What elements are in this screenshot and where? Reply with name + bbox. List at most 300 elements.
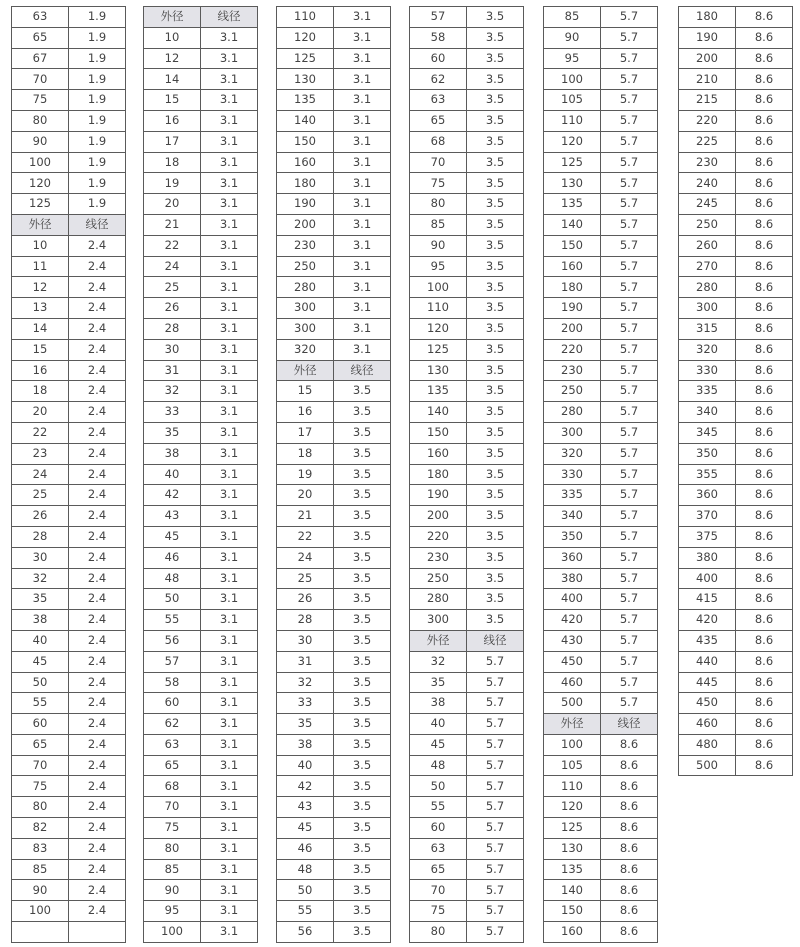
table-row — [277, 111, 391, 132]
outer-diameter-cell: 63 — [410, 839, 467, 859]
outer-diameter-cell: 33 — [144, 402, 201, 422]
table-row — [679, 673, 793, 694]
table-row — [410, 111, 524, 132]
outer-diameter-cell: 55 — [277, 901, 334, 921]
table-row — [410, 860, 524, 881]
table-row — [544, 277, 658, 298]
wire-diameter-cell: 3.1 — [201, 860, 258, 880]
outer-diameter-cell: 45 — [12, 652, 69, 672]
table-row — [144, 236, 258, 257]
table-row — [144, 361, 258, 382]
table-row — [679, 485, 793, 506]
outer-diameter-cell: 140 — [410, 402, 467, 422]
wire-diameter-cell: 8.6 — [736, 714, 793, 734]
wire-diameter-cell: 5.7 — [467, 901, 524, 921]
wire-diameter-cell: 3.5 — [467, 485, 524, 505]
outer-diameter-cell: 150 — [544, 236, 601, 256]
table-row — [679, 423, 793, 444]
wire-diameter-cell: 3.5 — [334, 901, 391, 921]
table-row — [277, 589, 391, 610]
outer-diameter-cell: 130 — [544, 173, 601, 193]
outer-diameter-cell: 280 — [544, 402, 601, 422]
table-row — [12, 776, 126, 797]
wire-diameter-cell: 8.6 — [736, 423, 793, 443]
table-row — [12, 49, 126, 70]
wire-diameter-cell: 3.5 — [467, 257, 524, 277]
wire-diameter-cell: 2.4 — [69, 506, 126, 526]
outer-diameter-cell: 57 — [410, 7, 467, 27]
header-outer-diameter: 外径 — [144, 7, 201, 27]
outer-diameter-cell: 12 — [144, 49, 201, 69]
outer-diameter-cell: 320 — [277, 340, 334, 360]
table-row — [144, 693, 258, 714]
wire-diameter-cell: 3.5 — [334, 527, 391, 547]
outer-diameter-cell: 315 — [679, 319, 736, 339]
table-row — [12, 465, 126, 486]
table-row — [544, 465, 658, 486]
wire-diameter-cell: 3.5 — [334, 818, 391, 838]
wire-diameter-cell: 3.5 — [467, 69, 524, 89]
outer-diameter-cell: 46 — [144, 548, 201, 568]
outer-diameter-cell: 120 — [410, 319, 467, 339]
outer-diameter-cell: 40 — [410, 714, 467, 734]
wire-diameter-cell: 2.4 — [69, 880, 126, 900]
outer-diameter-cell: 15 — [277, 381, 334, 401]
outer-diameter-cell: 160 — [277, 153, 334, 173]
wire-diameter-cell: 8.6 — [736, 7, 793, 27]
table-row — [277, 423, 391, 444]
wire-diameter-cell: 3.1 — [201, 402, 258, 422]
wire-diameter-cell: 1.9 — [69, 69, 126, 89]
outer-diameter-cell: 60 — [144, 693, 201, 713]
header-wire-diameter: 线径 — [467, 631, 524, 651]
outer-diameter-cell: 280 — [679, 277, 736, 297]
outer-diameter-cell: 28 — [277, 610, 334, 630]
wire-diameter-cell: 3.5 — [334, 922, 391, 942]
table-row — [410, 465, 524, 486]
outer-diameter-cell: 230 — [410, 548, 467, 568]
outer-diameter-cell: 24 — [144, 257, 201, 277]
table-row — [12, 361, 126, 382]
wire-diameter-cell: 8.6 — [736, 652, 793, 672]
table-row — [679, 506, 793, 527]
outer-diameter-cell: 180 — [679, 7, 736, 27]
outer-diameter-cell: 22 — [12, 423, 69, 443]
wire-diameter-cell: 3.1 — [201, 548, 258, 568]
header-outer-diameter: 外径 — [12, 215, 69, 235]
outer-diameter-cell: 50 — [277, 880, 334, 900]
table-row — [277, 132, 391, 153]
outer-diameter-cell: 370 — [679, 506, 736, 526]
outer-diameter-cell: 160 — [410, 444, 467, 464]
wire-diameter-cell: 3.5 — [467, 361, 524, 381]
wire-diameter-cell: 2.4 — [69, 381, 126, 401]
outer-diameter-cell: 22 — [277, 527, 334, 547]
wire-diameter-cell: 3.5 — [334, 714, 391, 734]
wire-diameter-cell: 3.5 — [334, 735, 391, 755]
wire-diameter-cell: 1.9 — [69, 28, 126, 48]
table-row — [277, 485, 391, 506]
wire-diameter-cell: 3.5 — [467, 610, 524, 630]
table-row — [12, 860, 126, 881]
outer-diameter-cell: 150 — [410, 423, 467, 443]
outer-diameter-cell: 35 — [410, 673, 467, 693]
wire-diameter-cell: 8.6 — [736, 444, 793, 464]
wire-diameter-cell: 3.1 — [334, 28, 391, 48]
wire-diameter-cell: 5.7 — [601, 132, 658, 152]
table-row — [544, 880, 658, 901]
wire-diameter-cell: 3.5 — [467, 527, 524, 547]
outer-diameter-cell: 60 — [12, 714, 69, 734]
table-row — [144, 922, 258, 943]
wire-diameter-cell: 3.5 — [467, 298, 524, 318]
table-row — [679, 340, 793, 361]
table-row — [410, 673, 524, 694]
table-row — [277, 298, 391, 319]
outer-diameter-cell: 225 — [679, 132, 736, 152]
outer-diameter-cell: 25 — [12, 485, 69, 505]
outer-diameter-cell: 415 — [679, 589, 736, 609]
wire-diameter-cell: 5.7 — [601, 444, 658, 464]
table-row — [679, 693, 793, 714]
outer-diameter-cell: 335 — [679, 381, 736, 401]
outer-diameter-cell: 85 — [12, 860, 69, 880]
wire-diameter-cell: 5.7 — [601, 340, 658, 360]
outer-diameter-cell: 335 — [544, 485, 601, 505]
table-column-5 — [543, 6, 658, 943]
table-row — [12, 173, 126, 194]
outer-diameter-cell: 400 — [544, 589, 601, 609]
table-row — [277, 673, 391, 694]
wire-diameter-cell: 3.5 — [467, 465, 524, 485]
outer-diameter-cell: 120 — [544, 132, 601, 152]
table-row — [410, 901, 524, 922]
wire-diameter-cell: 3.1 — [334, 132, 391, 152]
wire-diameter-cell: 5.7 — [601, 236, 658, 256]
outer-diameter-cell: 220 — [410, 527, 467, 547]
table-row — [544, 735, 658, 756]
table-row — [544, 90, 658, 111]
wire-diameter-cell: 8.6 — [736, 506, 793, 526]
wire-diameter-cell: 8.6 — [736, 277, 793, 297]
table-row — [277, 569, 391, 590]
wire-diameter-cell: 1.9 — [69, 132, 126, 152]
outer-diameter-cell: 200 — [277, 215, 334, 235]
header-row — [144, 7, 258, 28]
wire-diameter-cell: 3.5 — [334, 506, 391, 526]
table-row — [410, 797, 524, 818]
outer-diameter-cell: 19 — [277, 465, 334, 485]
table-row — [679, 465, 793, 486]
wire-diameter-cell: 8.6 — [736, 589, 793, 609]
outer-diameter-cell: 330 — [544, 465, 601, 485]
table-row — [410, 132, 524, 153]
wire-diameter-cell: 1.9 — [69, 90, 126, 110]
outer-diameter-cell: 32 — [410, 652, 467, 672]
table-row — [277, 631, 391, 652]
outer-diameter-cell: 55 — [144, 610, 201, 630]
wire-diameter-cell: 8.6 — [736, 153, 793, 173]
table-row — [410, 194, 524, 215]
wire-diameter-cell: 8.6 — [736, 90, 793, 110]
table-row — [277, 194, 391, 215]
outer-diameter-cell: 35 — [12, 589, 69, 609]
wire-diameter-cell: 8.6 — [736, 28, 793, 48]
header-row — [544, 714, 658, 735]
outer-diameter-cell: 130 — [544, 839, 601, 859]
table-row — [544, 922, 658, 943]
outer-diameter-cell: 480 — [679, 735, 736, 755]
wire-diameter-cell: 8.6 — [736, 631, 793, 651]
table-row — [277, 340, 391, 361]
wire-diameter-cell: 3.1 — [201, 610, 258, 630]
wire-diameter-cell: 3.1 — [334, 236, 391, 256]
outer-diameter-cell: 43 — [144, 506, 201, 526]
table-row — [277, 714, 391, 735]
outer-diameter-cell: 400 — [679, 569, 736, 589]
table-row — [410, 69, 524, 90]
wire-diameter-cell: 3.1 — [201, 381, 258, 401]
wire-diameter-cell: 8.6 — [736, 527, 793, 547]
outer-diameter-cell: 45 — [410, 735, 467, 755]
outer-diameter-cell: 55 — [12, 693, 69, 713]
outer-diameter-cell: 110 — [277, 7, 334, 27]
outer-diameter-cell: 62 — [410, 69, 467, 89]
table-row — [277, 319, 391, 340]
wire-diameter-cell: 3.1 — [201, 298, 258, 318]
table-row — [410, 423, 524, 444]
wire-diameter-cell: 3.5 — [467, 215, 524, 235]
wire-diameter-cell: 2.4 — [69, 527, 126, 547]
table-row — [12, 756, 126, 777]
outer-diameter-cell: 15 — [144, 90, 201, 110]
wire-diameter-cell: 3.5 — [334, 381, 391, 401]
outer-diameter-cell: 135 — [277, 90, 334, 110]
wire-diameter-cell: 2.4 — [69, 693, 126, 713]
outer-diameter-cell: 46 — [277, 839, 334, 859]
wire-diameter-cell: 2.4 — [69, 652, 126, 672]
table-row — [679, 132, 793, 153]
table-row — [544, 49, 658, 70]
outer-diameter-cell: 125 — [410, 340, 467, 360]
table-row — [144, 506, 258, 527]
table-row — [410, 589, 524, 610]
wire-diameter-cell: 5.7 — [601, 319, 658, 339]
table-row — [144, 548, 258, 569]
outer-diameter-cell: 420 — [544, 610, 601, 630]
outer-diameter-cell: 21 — [144, 215, 201, 235]
outer-diameter-cell: 17 — [144, 132, 201, 152]
outer-diameter-cell: 230 — [277, 236, 334, 256]
table-row — [544, 423, 658, 444]
wire-diameter-cell: 8.6 — [601, 756, 658, 776]
wire-diameter-cell: 5.7 — [601, 485, 658, 505]
table-row — [277, 880, 391, 901]
table-row — [12, 548, 126, 569]
table-row — [679, 569, 793, 590]
table-row — [410, 215, 524, 236]
wire-diameter-cell: 1.9 — [69, 194, 126, 214]
wire-diameter-cell: 3.1 — [201, 236, 258, 256]
wire-diameter-cell: 2.4 — [69, 423, 126, 443]
table-row — [277, 236, 391, 257]
outer-diameter-cell: 82 — [12, 818, 69, 838]
table-row — [12, 485, 126, 506]
outer-diameter-cell: 14 — [144, 69, 201, 89]
outer-diameter-cell: 140 — [544, 880, 601, 900]
wire-diameter-cell: 3.1 — [201, 693, 258, 713]
wire-diameter-cell: 3.1 — [201, 361, 258, 381]
outer-diameter-cell: 32 — [144, 381, 201, 401]
wire-diameter-cell: 3.1 — [201, 111, 258, 131]
table-row — [679, 402, 793, 423]
table-row — [544, 381, 658, 402]
table-row — [12, 111, 126, 132]
table-row — [144, 485, 258, 506]
table-row — [410, 49, 524, 70]
outer-diameter-cell: 42 — [144, 485, 201, 505]
outer-diameter-cell: 80 — [12, 797, 69, 817]
outer-diameter-cell: 58 — [410, 28, 467, 48]
outer-diameter-cell: 450 — [544, 652, 601, 672]
outer-diameter-cell: 230 — [544, 361, 601, 381]
table-row — [144, 28, 258, 49]
table-row — [679, 735, 793, 756]
wire-diameter-cell: 5.7 — [467, 652, 524, 672]
wire-diameter-cell: 3.5 — [467, 49, 524, 69]
table-row — [410, 257, 524, 278]
outer-diameter-cell: 62 — [144, 714, 201, 734]
outer-diameter-cell: 360 — [679, 485, 736, 505]
outer-diameter-cell: 280 — [410, 589, 467, 609]
table-row — [544, 7, 658, 28]
header-outer-diameter: 外径 — [277, 361, 334, 381]
table-row — [12, 69, 126, 90]
outer-diameter-cell: 100 — [544, 735, 601, 755]
table-row — [544, 776, 658, 797]
table-row — [410, 485, 524, 506]
outer-diameter-cell: 65 — [12, 735, 69, 755]
outer-diameter-cell: 420 — [679, 610, 736, 630]
table-row — [410, 444, 524, 465]
wire-diameter-cell: 5.7 — [601, 381, 658, 401]
outer-diameter-cell: 60 — [410, 818, 467, 838]
table-row — [144, 90, 258, 111]
table-row — [277, 860, 391, 881]
wire-diameter-cell: 2.4 — [69, 776, 126, 796]
outer-diameter-cell: 180 — [277, 173, 334, 193]
table-row — [144, 402, 258, 423]
outer-diameter-cell: 260 — [679, 236, 736, 256]
outer-diameter-cell: 90 — [410, 236, 467, 256]
table-row — [277, 548, 391, 569]
outer-diameter-cell: 120 — [277, 28, 334, 48]
table-row — [144, 735, 258, 756]
table-row — [144, 527, 258, 548]
table-row — [12, 735, 126, 756]
outer-diameter-cell: 250 — [410, 569, 467, 589]
table-row — [679, 381, 793, 402]
outer-diameter-cell: 140 — [544, 215, 601, 235]
wire-diameter-cell: 3.5 — [334, 693, 391, 713]
table-row — [679, 111, 793, 132]
table-row — [544, 236, 658, 257]
wire-diameter-cell: 8.6 — [736, 340, 793, 360]
outer-diameter-cell: 48 — [410, 756, 467, 776]
outer-diameter-cell: 18 — [12, 381, 69, 401]
wire-diameter-cell: 5.7 — [601, 69, 658, 89]
table-row — [410, 381, 524, 402]
outer-diameter-cell: 120 — [12, 173, 69, 193]
table-row — [144, 49, 258, 70]
table-row — [410, 548, 524, 569]
wire-diameter-cell: 5.7 — [467, 880, 524, 900]
table-row — [12, 506, 126, 527]
wire-diameter-cell: 8.6 — [601, 818, 658, 838]
table-row — [277, 901, 391, 922]
wire-diameter-cell: 3.1 — [201, 28, 258, 48]
table-row — [544, 111, 658, 132]
table-row — [544, 693, 658, 714]
wire-diameter-cell: 3.5 — [334, 880, 391, 900]
table-row — [544, 901, 658, 922]
table-row — [544, 485, 658, 506]
wire-diameter-cell: 3.1 — [201, 319, 258, 339]
table-row — [679, 756, 793, 777]
outer-diameter-cell: 430 — [544, 631, 601, 651]
table-row — [679, 90, 793, 111]
wire-diameter-cell: 2.4 — [69, 860, 126, 880]
wire-diameter-cell: 5.7 — [467, 818, 524, 838]
table-row — [277, 527, 391, 548]
wire-diameter-cell: 5.7 — [601, 257, 658, 277]
wire-diameter-cell: 2.4 — [69, 901, 126, 921]
wire-diameter-cell: 3.1 — [201, 69, 258, 89]
wire-diameter-cell: 5.7 — [467, 860, 524, 880]
outer-diameter-cell: 63 — [12, 7, 69, 27]
wire-diameter-cell: 2.4 — [69, 610, 126, 630]
outer-diameter-cell: 355 — [679, 465, 736, 485]
wire-diameter-cell: 3.5 — [467, 423, 524, 443]
wire-diameter-cell: 5.7 — [601, 548, 658, 568]
table-row — [144, 194, 258, 215]
outer-diameter-cell: 38 — [410, 693, 467, 713]
outer-diameter-cell: 70 — [410, 153, 467, 173]
table-row — [679, 319, 793, 340]
table-row — [410, 7, 524, 28]
outer-diameter-cell: 30 — [144, 340, 201, 360]
wire-diameter-cell: 8.6 — [736, 465, 793, 485]
outer-diameter-cell: 350 — [679, 444, 736, 464]
header-row — [410, 631, 524, 652]
table-row — [544, 361, 658, 382]
wire-diameter-cell: 3.5 — [467, 194, 524, 214]
wire-diameter-cell: 3.1 — [201, 714, 258, 734]
wire-diameter-cell: 3.5 — [334, 860, 391, 880]
outer-diameter-cell: 130 — [410, 361, 467, 381]
outer-diameter-cell: 14 — [12, 319, 69, 339]
wire-diameter-cell: 5.7 — [467, 776, 524, 796]
wire-diameter-cell: 3.1 — [334, 298, 391, 318]
outer-diameter-cell: 200 — [544, 319, 601, 339]
table-row — [144, 756, 258, 777]
outer-diameter-cell: 24 — [12, 465, 69, 485]
wire-diameter-cell: 3.1 — [334, 173, 391, 193]
outer-diameter-cell: 210 — [679, 69, 736, 89]
table-row — [544, 444, 658, 465]
table-row — [12, 153, 126, 174]
table-row — [410, 652, 524, 673]
